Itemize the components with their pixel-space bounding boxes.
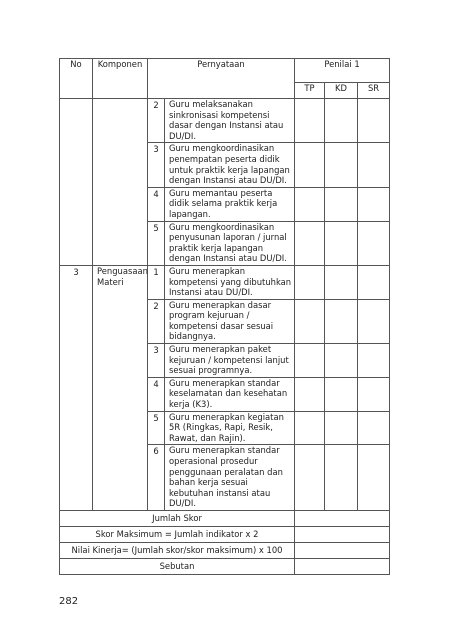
header-pernyataan: Pernyataan: [148, 59, 295, 99]
skor-maksimum-value[interactable]: [295, 526, 390, 542]
score-cell-kd[interactable]: [325, 299, 358, 343]
score-cell-kd[interactable]: [325, 221, 358, 265]
item-text: Guru memantau peserta didik selama praktik kerja lapangan.: [165, 187, 295, 221]
item-number: 5: [148, 411, 165, 445]
score-cell-sr[interactable]: [358, 299, 390, 343]
item-text: Guru menerapkan paket kejuruan / kompetensi lanjut sesuai programnya.: [165, 344, 295, 378]
item-text: Guru menerapkan dasar program kejuruan / kompetensi dasar sesuai bidangnya.: [165, 299, 295, 343]
item-number: 1: [148, 265, 165, 299]
summary-row: [60, 526, 390, 542]
score-cell-sr[interactable]: [358, 377, 390, 411]
item-number: 4: [148, 187, 165, 221]
summary-row: [60, 542, 390, 558]
nilai-kinerja-label: Nilai Kinerja= (Jumlah skor/skor maksimum) x 100: [60, 542, 295, 558]
page-number: 282: [59, 596, 79, 607]
summary-row: [60, 510, 390, 526]
score-cell-kd[interactable]: [325, 187, 358, 221]
score-cell-kd[interactable]: [325, 411, 358, 445]
score-cell-sr[interactable]: [358, 143, 390, 187]
score-cell-kd[interactable]: [325, 99, 358, 143]
score-cell-tp[interactable]: [295, 377, 325, 411]
header-komponen: Komponen: [93, 59, 148, 99]
group2-no: 3: [60, 265, 93, 510]
sebutan-label: Sebutan: [60, 558, 295, 574]
score-cell-tp[interactable]: [295, 411, 325, 445]
score-cell-tp[interactable]: [295, 187, 325, 221]
header-kd: KD: [325, 83, 358, 99]
table-row: [60, 99, 390, 143]
score-cell-sr[interactable]: [358, 344, 390, 378]
item-number: 4: [148, 377, 165, 411]
header-tp: TP: [295, 83, 325, 99]
score-cell-kd[interactable]: [325, 445, 358, 511]
summary-row: [60, 558, 390, 574]
score-cell-tp[interactable]: [295, 445, 325, 511]
item-number: 3: [148, 344, 165, 378]
score-cell-tp[interactable]: [295, 221, 325, 265]
score-cell-sr[interactable]: [358, 221, 390, 265]
score-cell-kd[interactable]: [325, 377, 358, 411]
item-text: Guru menerapkan kompetensi yang dibutuhkan Instansi atau DU/DI.: [165, 265, 295, 299]
item-number: 3: [148, 143, 165, 187]
item-text: Guru menerapkan standar operasional prosedur penggunaan peralatan dan bahan kerja sesuai kebutuhan instansi atau DU/DI.: [165, 445, 295, 511]
score-cell-sr[interactable]: [358, 445, 390, 511]
item-number: 2: [148, 299, 165, 343]
header-sr: SR: [358, 83, 390, 99]
score-cell-sr[interactable]: [358, 265, 390, 299]
score-cell-sr[interactable]: [358, 411, 390, 445]
score-cell-kd[interactable]: [325, 344, 358, 378]
jumlah-skor-value[interactable]: [295, 510, 390, 526]
header-penilai: Penilai 1: [295, 59, 390, 83]
score-cell-sr[interactable]: [358, 187, 390, 221]
score-cell-kd[interactable]: [325, 265, 358, 299]
score-cell-tp[interactable]: [295, 299, 325, 343]
item-number: 2: [148, 99, 165, 143]
score-cell-kd[interactable]: [325, 143, 358, 187]
header-no: No: [60, 59, 93, 99]
table-row: [60, 265, 390, 299]
score-cell-tp[interactable]: [295, 143, 325, 187]
group2-komponen: Penguasaan Materi: [93, 265, 148, 510]
score-cell-tp[interactable]: [295, 99, 325, 143]
item-number: 5: [148, 221, 165, 265]
nilai-kinerja-value[interactable]: [295, 542, 390, 558]
skor-maksimum-label: Skor Maksimum = Jumlah indikator x 2: [60, 526, 295, 542]
assessment-table: [59, 58, 390, 575]
item-text: Guru menerapkan standar keselamatan dan kesehatan kerja (K3).: [165, 377, 295, 411]
item-text: Guru melaksanakan sinkronisasi kompetensi dasar dengan Instansi atau DU/DI.: [165, 99, 295, 143]
item-number: 6: [148, 445, 165, 511]
item-text: Guru mengkoordinasikan penempatan peserta didik untuk praktik kerja lapangan dengan Instansi atau DU/DI.: [165, 143, 295, 187]
jumlah-skor-label: Jumlah Skor: [60, 510, 295, 526]
item-text: Guru mengkoordinasikan penyusunan laporan / jurnal praktik kerja lapangan dengan Instansi atau DU/DI.: [165, 221, 295, 265]
score-cell-sr[interactable]: [358, 99, 390, 143]
group1-komponen: [93, 99, 148, 266]
score-cell-tp[interactable]: [295, 344, 325, 378]
group1-no: [60, 99, 93, 266]
item-text: Guru menerapkan kegiatan 5R (Ringkas, Rapi, Resik, Rawat, dan Rajin).: [165, 411, 295, 445]
score-cell-tp[interactable]: [295, 265, 325, 299]
sebutan-value[interactable]: [295, 558, 390, 574]
